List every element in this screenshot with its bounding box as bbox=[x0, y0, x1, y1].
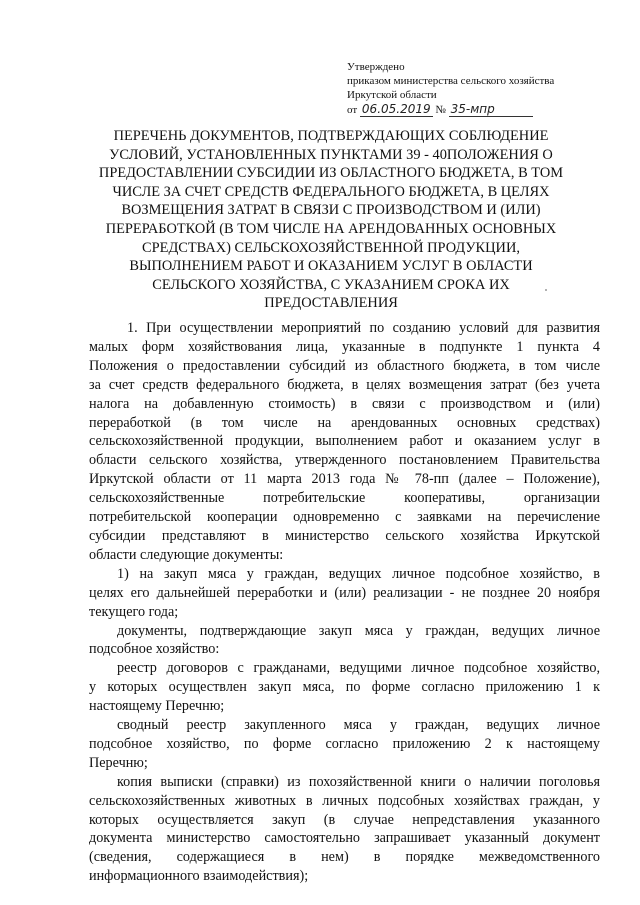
body-line: подсобное хозяйство: bbox=[89, 641, 220, 658]
body-line: Перечню; bbox=[89, 754, 148, 771]
body-line: субсидии представляют в министерство сельского хозяйства Иркутской bbox=[89, 527, 600, 544]
body-line: текущего года; bbox=[89, 603, 179, 620]
body-line: Иркутской области от 11 марта 2013 года № 78-пп (далее – Положение), bbox=[89, 471, 600, 488]
approval-date-prefix: от bbox=[347, 104, 358, 116]
title-line: ЧИСЛЕ ЗА СЧЕТ СРЕДСТВ ФЕДЕРАЛЬНОГО БЮДЖЕТА, В ЦЕЛЯХ bbox=[112, 183, 550, 200]
body-line: налога на добавленную стоимость) в связи с производством и (или) bbox=[89, 395, 600, 412]
body-paragraph bbox=[89, 565, 600, 622]
body-line: области следующие документы: bbox=[89, 546, 284, 563]
body-line: документа министерство самостоятельно запрашивает указанный документ bbox=[89, 830, 600, 847]
document-body bbox=[89, 319, 600, 886]
title-line: ВОЗМЕЩЕНИЯ ЗАТРАТ В СВЯЗИ С ПРОИЗВОДСТВОМ И (ИЛИ) bbox=[121, 202, 541, 219]
scan-artifact-dot bbox=[545, 289, 547, 291]
body-paragraph bbox=[89, 319, 600, 565]
approval-date-value: 06.05.2019 bbox=[361, 102, 431, 116]
body-line: сельскохозяйственные потребительские кооперативы, организации bbox=[89, 490, 600, 507]
body-line: целях его дальнейшей переработки и (или) реализации - не позднее 20 ноября bbox=[89, 584, 600, 601]
body-line: сельскохозяйственных животных в личных подсобных хозяйствах граждан, у bbox=[89, 792, 600, 809]
body-line: Положения о предоставлении субсидий из областного бюджета, в том числе bbox=[89, 357, 600, 374]
body-line: 1) на закуп мяса у граждан, ведущих личное подсобное хозяйство, в bbox=[117, 565, 600, 582]
body-line: 1. При осуществлении мероприятий по созданию условий для развития bbox=[127, 320, 600, 336]
body-line: копия выписки (справки) из похозяйственной книги о наличии поголовья bbox=[117, 773, 600, 790]
body-line: потребительской кооперации одновременно с заявками на перечисление bbox=[89, 509, 600, 526]
body-paragraph bbox=[89, 622, 600, 660]
body-line: (сведения, содержащиеся в нем) в порядке межведомственного bbox=[89, 849, 600, 866]
title-line: УСЛОВИЙ, УСТАНОВЛЕННЫХ ПУНКТАМИ 39 - 40ПОЛОЖЕНИЯ О bbox=[109, 146, 553, 163]
body-line: настоящему Перечню; bbox=[89, 698, 225, 715]
approval-stamp-block bbox=[347, 60, 587, 117]
approval-number-prefix: № bbox=[435, 104, 446, 116]
body-line: сельскохозяйственной продукции, выполнением работ и оказанием услуг в bbox=[89, 433, 600, 450]
title-line: ПЕРЕЧЕНЬ ДОКУМЕНТОВ, ПОДТВЕРЖДАЮЩИХ СОБЛЮДЕНИЕ bbox=[113, 128, 549, 144]
body-paragraph bbox=[89, 716, 600, 773]
title-line: СРЕДСТВАХ) СЕЛЬСКОХОЗЯЙСТВЕННОЙ ПРОДУКЦИИ, bbox=[142, 239, 520, 256]
approval-heading: Утверждено bbox=[347, 61, 405, 73]
body-line: которых осуществляется закуп (в случае непредставления указанного bbox=[89, 811, 600, 828]
title-line: ПРЕДОСТАВЛЕНИИ СУБСИДИИ ИЗ ОБЛАСТНОГО БЮДЖЕТА, В ТОМ bbox=[98, 165, 564, 182]
body-line: подсобное хозяйство, по форме согласно приложению 2 к настоящему bbox=[89, 735, 600, 752]
title-line: ПЕРЕРАБОТКОЙ (В ТОМ ЧИСЛЕ НА АРЕНДОВАННЫХ ОСНОВНЫХ bbox=[105, 220, 557, 237]
approval-order-text: приказом министерства сельского хозяйства bbox=[347, 75, 555, 87]
title-line: СЕЛЬСКОГО ХОЗЯЙСТВА, С УКАЗАНИЕМ СРОКА ИХ bbox=[152, 276, 510, 293]
body-line: области сельского хозяйства, утвержденного постановлением Правительства bbox=[89, 452, 600, 469]
body-line: переработкой (в том числе на арендованных основных средствах) bbox=[89, 414, 600, 431]
body-line: за счет средств федерального бюджета, в целях возмещения затрат (без учета bbox=[89, 376, 600, 393]
body-line: у которых осуществлен закуп мяса, по форме согласно приложению 1 к bbox=[89, 679, 600, 696]
document-title bbox=[82, 127, 580, 313]
body-paragraph bbox=[89, 773, 600, 886]
title-line: ПРЕДОСТАВЛЕНИЯ bbox=[264, 295, 398, 312]
body-line: реестр договоров с гражданами, ведущими личное подсобное хозяйство, bbox=[117, 660, 600, 677]
body-line: сводный реестр закупленного мяса у граждан, ведущих личное bbox=[117, 717, 600, 734]
approval-date-number-line bbox=[347, 102, 587, 117]
body-paragraph bbox=[89, 659, 600, 716]
body-line: малых форм хозяйствования лица, указанные в подпункте 1 пункта 4 bbox=[89, 338, 600, 355]
approval-region-text: Иркутской области bbox=[347, 89, 437, 101]
body-line: документы, подтверждающие закуп мяса у граждан, ведущих личное bbox=[117, 622, 600, 639]
title-line: ВЫПОЛНЕНИЕМ РАБОТ И ОКАЗАНИЕМ УСЛУГ В ОБЛАСТИ bbox=[129, 258, 533, 275]
body-line: информационного взаимодействия); bbox=[89, 868, 309, 885]
approval-number-value: 35-мпр bbox=[449, 102, 533, 117]
